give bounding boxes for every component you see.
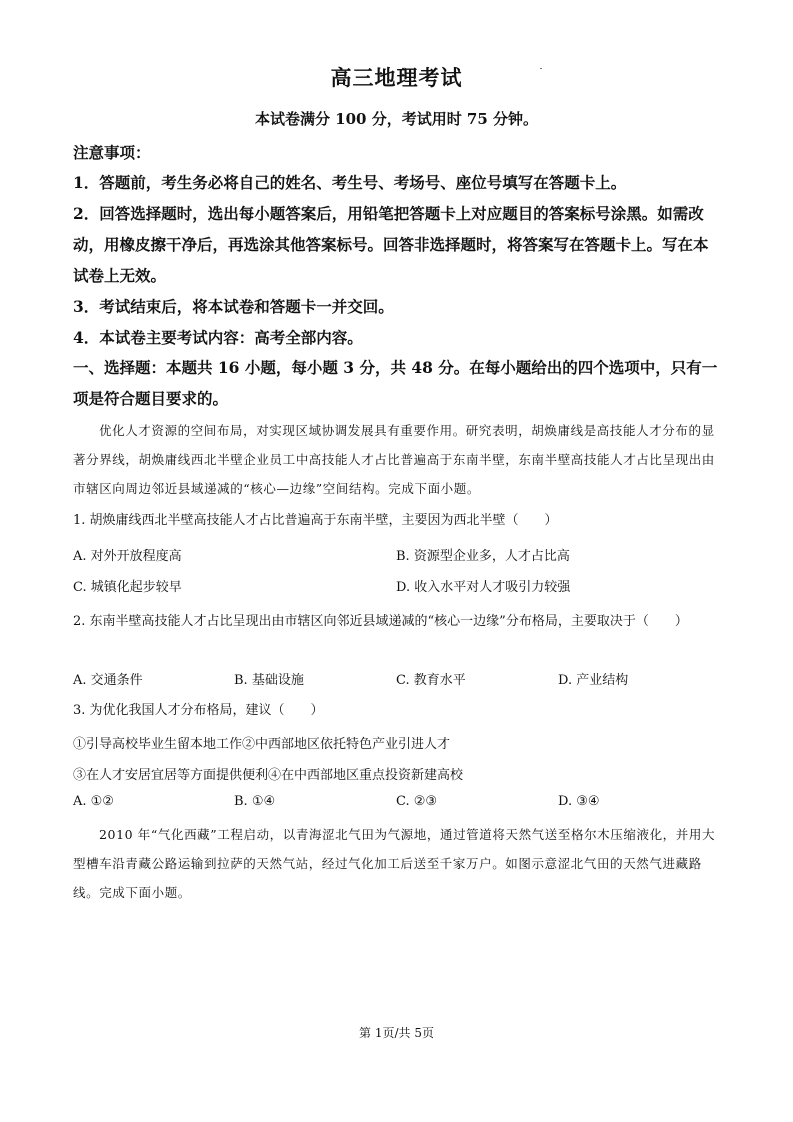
page-number: 第 1页/共 5页 (359, 1026, 434, 1040)
question-1-option-b[interactable]: B. 资源型企业多，人才占比高 (396, 549, 570, 564)
notes-heading: 注意事项： (73, 143, 151, 162)
exam-info: 本试卷满分 100 分，考试用时 75 分钟。 (254, 110, 539, 128)
question-3-option-d[interactable]: D. ③④ (558, 794, 600, 809)
question-2-option-d[interactable]: D. 产业结构 (558, 673, 629, 688)
note-item: 4．本试卷主要考试内容：高考全部内容。 (73, 328, 363, 347)
question-3-option-b[interactable]: B. ①④ (234, 794, 276, 809)
question-1-option-d[interactable]: D. 收入水平对人才吸引力较强 (396, 580, 571, 595)
question-3-statement-1: ①引导高校毕业生留本地工作②中西部地区依托特色产业引进人才 (73, 737, 451, 752)
question-2-option-b[interactable]: B. 基础设施 (234, 673, 304, 688)
question-3-option-c[interactable]: C. ②③ (396, 794, 438, 809)
question-2-stem: 2. 东南半壁高技能人才占比呈现出由市辖区向邻近县域递减的“核心一边缘”分布格局，主要取决于（ ） (73, 614, 688, 629)
passage-2 (73, 820, 723, 907)
question-3-stem: 3. 为优化我国人才分布格局，建议（ ） (73, 703, 324, 718)
passage-text: 2010 年“气化西藏”工程启动，以青海涩北气田为气源地，通过管道将天然气送至格尔木压缩液化，并用大型槽车沿青藏公路运输到拉萨的天然气站，经过气化加工后送至千家万户。如图示意涩北气田的天然气进藏路线。完成下面小题。 (73, 827, 716, 900)
question-2-option-c[interactable]: C. 教育水平 (396, 673, 466, 688)
question-2-option-a[interactable]: A. 交通条件 (73, 673, 143, 688)
passage-1 (73, 416, 723, 503)
note-item: 3．考试结束后，将本试卷和答题卡一并交回。 (73, 297, 394, 316)
note-item: 2．回答选择题时，选出每小题答案后，用铅笔把答题卡上对应题目的答案标号涂黑。如需改动，用橡皮擦干净后，再选涂其他答案标号。回答非选择题时，将答案写在答题卡上。写在本试卷上无效。 (73, 204, 709, 285)
notes-list (73, 167, 723, 353)
note-item: 1．答题前，考生务必将自己的姓名、考生号、考场号、座位号填写在答题卡上。 (73, 173, 627, 192)
question-3-option-a[interactable]: A. ①② (73, 794, 114, 809)
question-3-statement-2: ③在人才安居宜居等方面提供便利④在中西部地区重点投资新建高校 (73, 768, 464, 783)
question-1-option-a[interactable]: A. 对外开放程度高 (73, 549, 182, 564)
question-1-option-c[interactable]: C. 城镇化起步较早 (73, 580, 182, 595)
section-heading: 一、选择题：本题共 16 小题，每小题 3 分，共 48 分。在每小题给出的四个选项中，只有一项是符合题目要求的。 (73, 358, 718, 408)
passage-text: 优化人才资源的空间布局，对实现区域协调发展具有重要作用。研究表明，胡焕庸线是高技能人才分布的显著分界线，胡焕庸线西北半壁企业员工中高技能人才占比普遍高于东南半壁，东南半壁高技能人才占比呈现出由市辖区向周边邻近县域递减的“核心—边缘”空间结构。完成下面小题。 (73, 423, 715, 496)
question-1-stem: 1. 胡焕庸线西北半壁高技能人才占比普遍高于东南半壁，主要因为西北半壁（ ） (73, 513, 558, 528)
page-title: 高三地理考试 (330, 65, 463, 90)
